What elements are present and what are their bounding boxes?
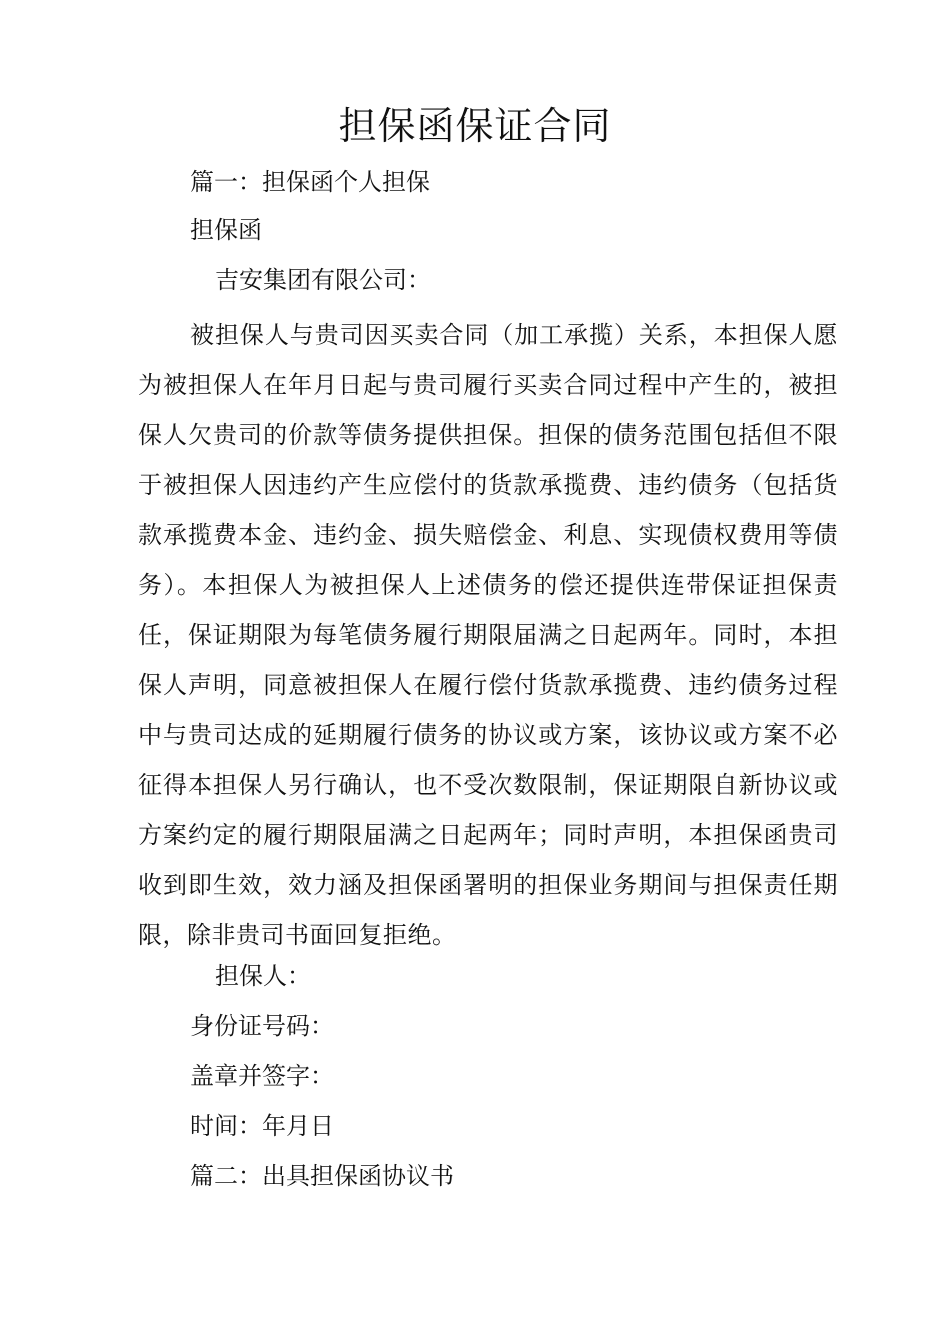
id-number-label: 身份证号码： [190,1012,334,1040]
letter-title: 担保函 [190,216,262,244]
addressee: 吉安集团有限公司： [215,266,431,294]
section2-heading: 篇二：出具担保函协议书 [190,1162,454,1190]
date-label: 时间：年月日 [190,1112,334,1140]
section1-heading: 篇一：担保函个人担保 [190,168,430,196]
seal-signature-label: 盖章并签字： [190,1062,334,1090]
guarantor-label: 担保人： [215,962,311,990]
letter-body: 被担保人与贵司因买卖合同（加工承揽）关系，本担保人愿为被担保人在年月日起与贵司履行买卖合同过程中产生的，被担保人欠贵司的价款等债务提供担保。担保的债务范围包括但不限于被担保人因违约产生应偿付的货款承揽费、违约债务（包括货款承揽费本金、违约金、损失赔偿金、利息、实现债权费用等债务）。本担保人为被担保人上述债务的偿还提供连带保证担保责任，保证期限为每笔债务履行期限届满之日起两年。同时，本担保人声明，同意被担保人在履行偿付货款承揽费、违约债务过程中与贵司达成的延期履行债务的协议或方案，该协议或方案不必征得本担保人另行确认，也不受次数限制，保证期限自新协议或方案约定的履行期限届满之日起两年；同时声明，本担保函贵司收到即生效，效力涵及担保函署明的担保业务期间与担保责任期限，除非贵司书面回复拒绝。 [138,321,838,949]
document-title: 担保函保证合同 [338,104,612,148]
